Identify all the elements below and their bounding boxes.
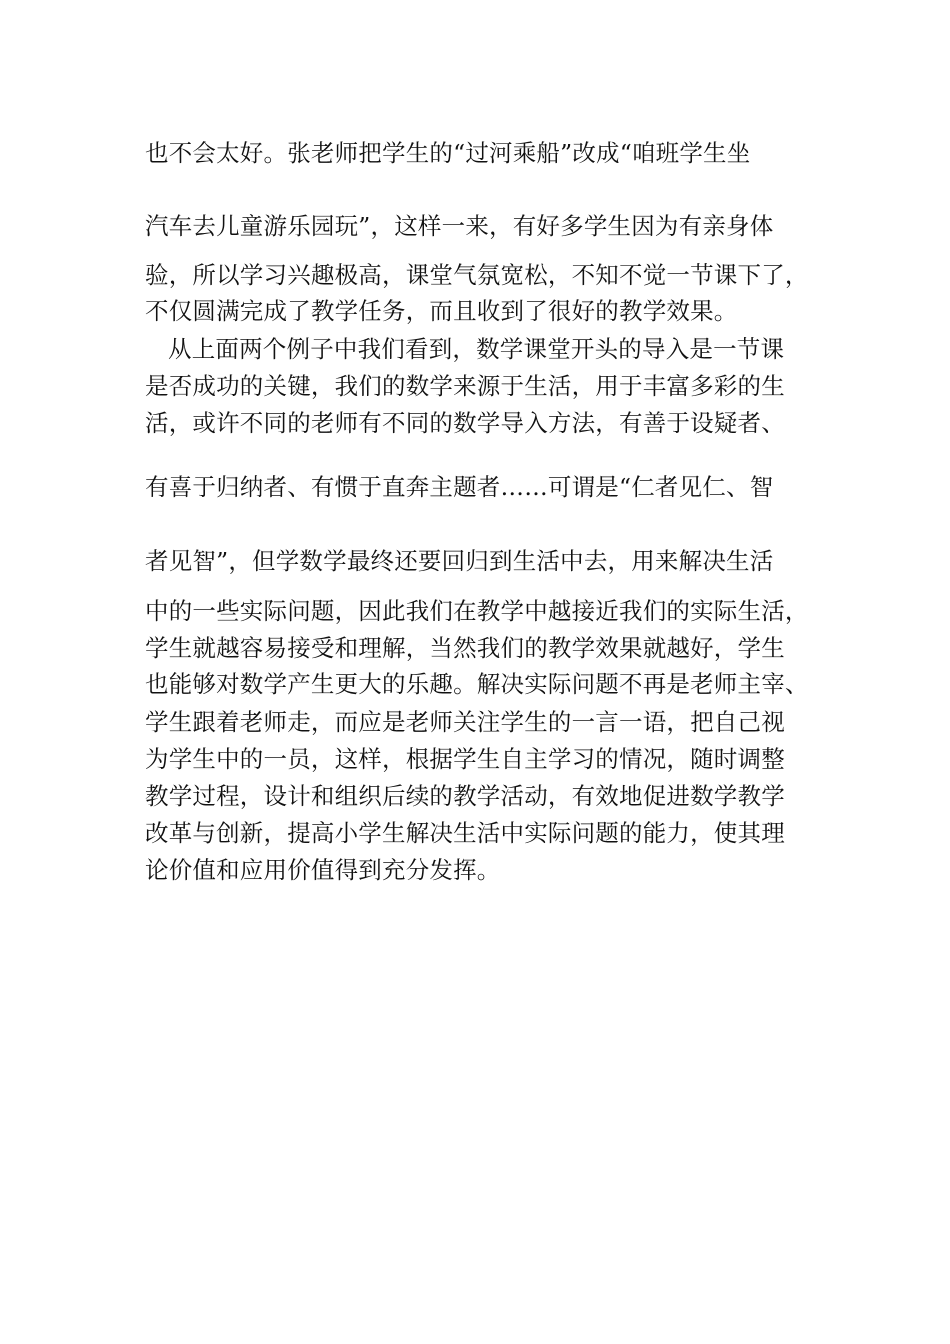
text-line: 汽车去儿童游乐园玩”，这样一来，有好多学生因为有亲身体 bbox=[145, 212, 774, 240]
text-line: 也能够对数学产生更大的乐趣。解决实际问题不再是老师主宰、 bbox=[145, 670, 809, 698]
text-line: 论价值和应用价值得到充分发挥。 bbox=[145, 856, 501, 884]
text-line: 学生就越容易接受和理解，当然我们的教学效果就越好，学生 bbox=[145, 634, 785, 662]
paragraph-start-line: 从上面两个例子中我们看到，数学课堂开头的导入是一节课 bbox=[168, 335, 785, 363]
text-line: 者见智”，但学数学最终还要回归到生活中去，用来解决生活 bbox=[145, 547, 774, 575]
text-line: 教学过程，设计和组织后续的教学活动，有效地促进数学教学 bbox=[145, 782, 785, 810]
text-line: 活，或许不同的老师有不同的数学导入方法，有善于设疑者、 bbox=[145, 409, 785, 437]
text-line: 验，所以学习兴趣极高，课堂气氛宽松，不知不觉一节课下了， bbox=[145, 261, 809, 289]
text-line: 改革与创新，提高小学生解决生活中实际问题的能力，使其理 bbox=[145, 819, 785, 847]
text-line: 有喜于归纳者、有惯于直奔主题者……可谓是“仁者见仁、智 bbox=[145, 473, 774, 501]
text-line: 不仅圆满完成了教学任务，而且收到了很好的教学效果。 bbox=[145, 297, 738, 325]
text-line: 也不会太好。张老师把学生的“过河乘船”改成“咱班学生坐 bbox=[145, 139, 751, 167]
text-line: 中的一些实际问题，因此我们在教学中越接近我们的实际生活， bbox=[145, 597, 809, 625]
text-line: 学生跟着老师走，而应是老师关注学生的一言一语，把自己视 bbox=[145, 708, 785, 736]
text-line: 是否成功的关键，我们的数学来源于生活，用于丰富多彩的生 bbox=[145, 372, 785, 400]
text-line: 为学生中的一员，这样，根据学生自主学习的情况，随时调整 bbox=[145, 745, 785, 773]
